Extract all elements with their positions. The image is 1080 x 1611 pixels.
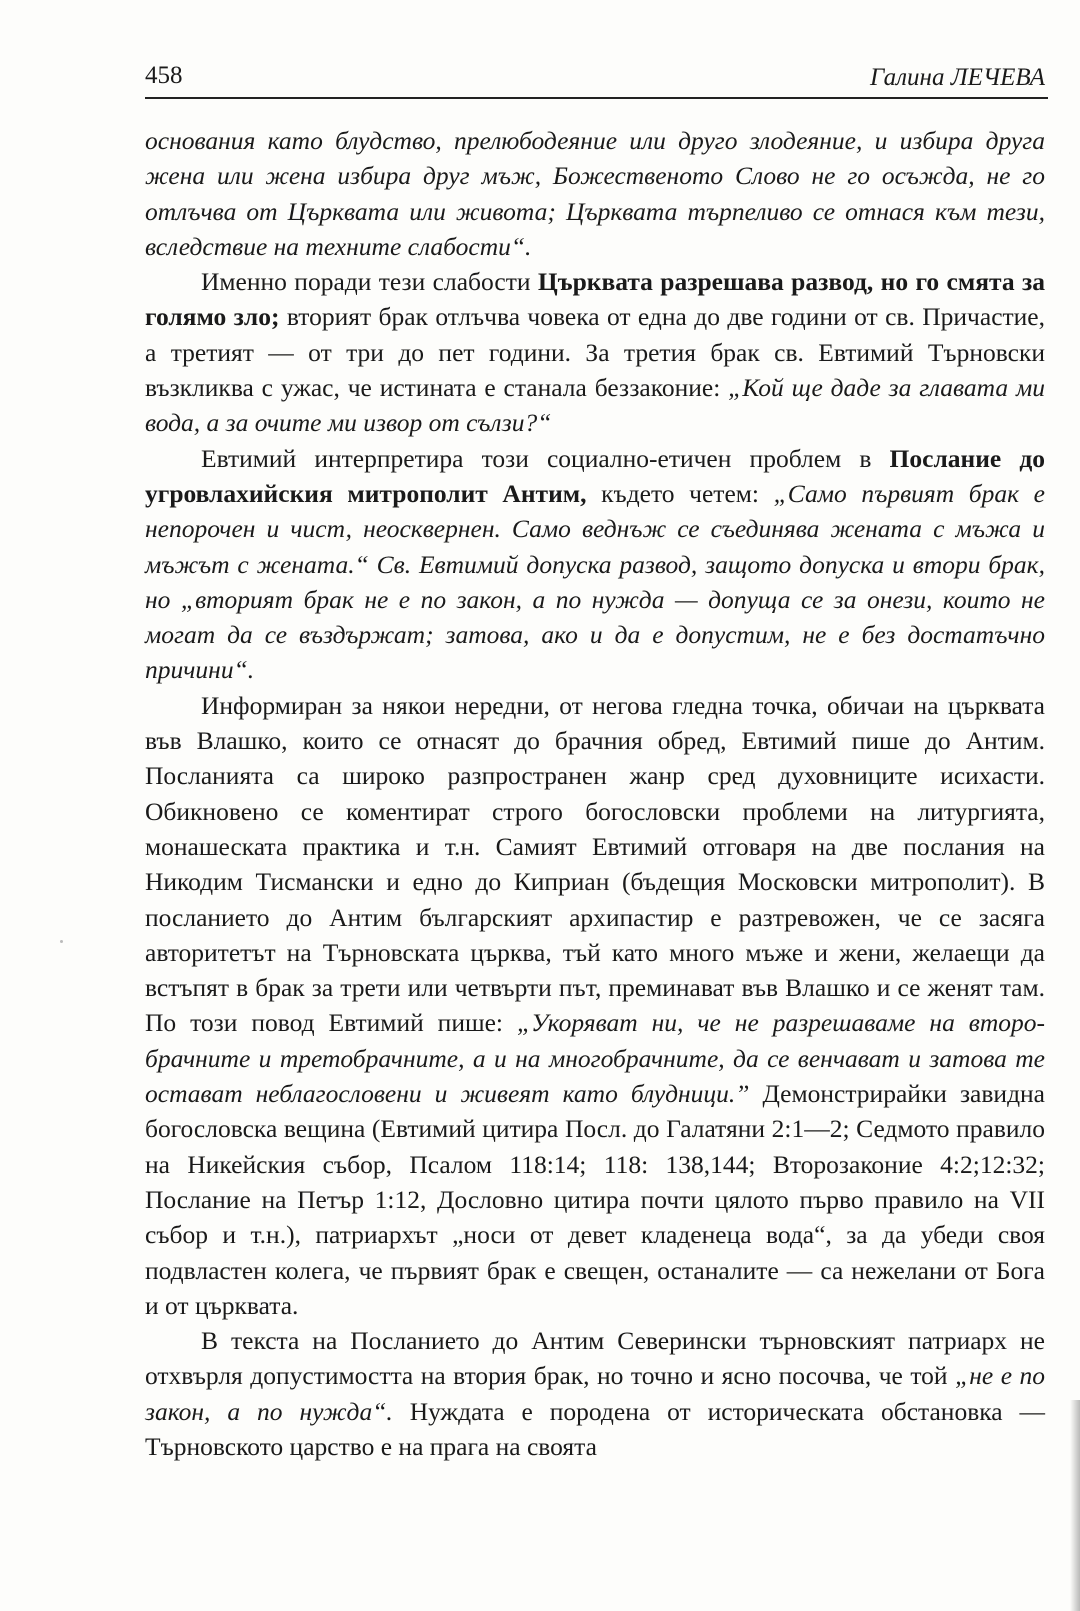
italic-quote: „не е по закон, а по нужда“. bbox=[145, 1361, 1046, 1426]
text-run: където четем: bbox=[586, 478, 774, 508]
paragraph-3 bbox=[145, 441, 1045, 688]
running-head: Галина ЛЕЧЕВА bbox=[870, 64, 1045, 91]
bold-run: Църквата разрешава развод, но го смята за голямо зло; bbox=[145, 267, 1045, 332]
paragraph-2 bbox=[145, 264, 1045, 440]
bold-run: Послание до угровлахийския митрополит Антим, bbox=[145, 443, 1046, 508]
quote-continuation: основания като блудство, прелюбодеяние или друго злодеяние, и избира друга жена или жена избира друг мъж, Божественото Слово не го осъжда, не го отлъчва от Църквата или живота; Църквата търпеливо се отнася към тези, вследствие на техните слабости“. bbox=[145, 126, 1045, 261]
italic-quote: „Само първият брак е непорочен и чист, неосквернен. Само веднъж се съединява жената с мъжа и мъжът с жената.“ Св. Евтимий допуска развод, защото допуска и втори брак, но „вторият брак не е по закон, а по нужда — допуща се за онези, които не могат да се въздържат; затова, ако и да е допустим, не е без достатъчно причини“. bbox=[145, 478, 1045, 685]
text-run: Евтимий интерпретира този социално-етичен проблем в bbox=[201, 443, 890, 473]
text-run: Нуждата е породена от историческата обстановка — Търновското царство е на прага на своята bbox=[145, 1396, 1045, 1461]
text-run: В текста на Посланието до Антим Северински търновският патриарх не отхвърля допустимостта на втория брак, но точно и ясно посочва, че той bbox=[145, 1326, 1045, 1391]
paragraph-5 bbox=[145, 1323, 1045, 1464]
text-run: Именно поради тези слабости bbox=[201, 267, 538, 297]
scan-speck bbox=[60, 940, 63, 943]
page-number: 458 bbox=[145, 62, 183, 89]
page-header bbox=[145, 62, 1045, 100]
paragraph-1 bbox=[145, 123, 1045, 264]
text-run: Информиран за някои нередни, от негова гледна точка, обичаи на църквата във Влашко, които се отнасят до брачния обред, Евтимий пише до Антим. Посланията са широко разпространен жанр сред духовниците исихасти. Обикновено се коментират строго богословски проблеми на литургията, монашеската практика и т.н. Самият Евтимий отговаря на две послания на Никодим Тисмански и едно до Киприан (бъдещия Московски митрополит). В посланието до Антим българският архипастир е разтревожен, че се засяга авторитетът на Търновската църква, тъй като много мъже и жени, желаещи да встъпят в брак за трети или четвърти път, преминават във Влашко и се женят там. По този повод Евтимий пише: bbox=[145, 690, 1045, 1038]
paragraph-4 bbox=[145, 688, 1045, 1323]
body-text bbox=[145, 123, 1045, 1464]
page-edge-shadow bbox=[1070, 1400, 1080, 1611]
header-rule bbox=[145, 97, 1048, 99]
italic-quote: „Укоряват ни, че не разрешаваме на второбрачните и третобрачните, а и на многобрачните, да се венчават и затова те остават неблагословени и живеят като блудници.” bbox=[145, 1008, 1045, 1109]
italic-quote: „Кой ще даде за главата ми вода, а за очите ми извор от сълзи?“ bbox=[145, 373, 1045, 438]
text-run: Демонстрирайки завидна богословска вещина (Евтимий цитира Посл. до Галатяни 2:1—2; Седмото правило на Никейския събор, Псалом 118:14; 118: 138,144; Второзаконие 4:2;12:32; Послание на Петър 1:12, Дословно цитира почти цялото първо правило на VII събор и т.н.), патриархът „носи от девет кладенеца вода“, за да убеди своя подвластен колега, че първият брак е свещен, останалите — са нежелани от Бога и от църквата. bbox=[145, 1079, 1046, 1320]
text-run: вторият брак отлъчва човека от една до две години от св. Причастие, а третият — от три до пет години. За третия брак св. Евтимий Търновски възкликва с ужас, че истината е станала беззаконие: bbox=[145, 302, 1045, 403]
